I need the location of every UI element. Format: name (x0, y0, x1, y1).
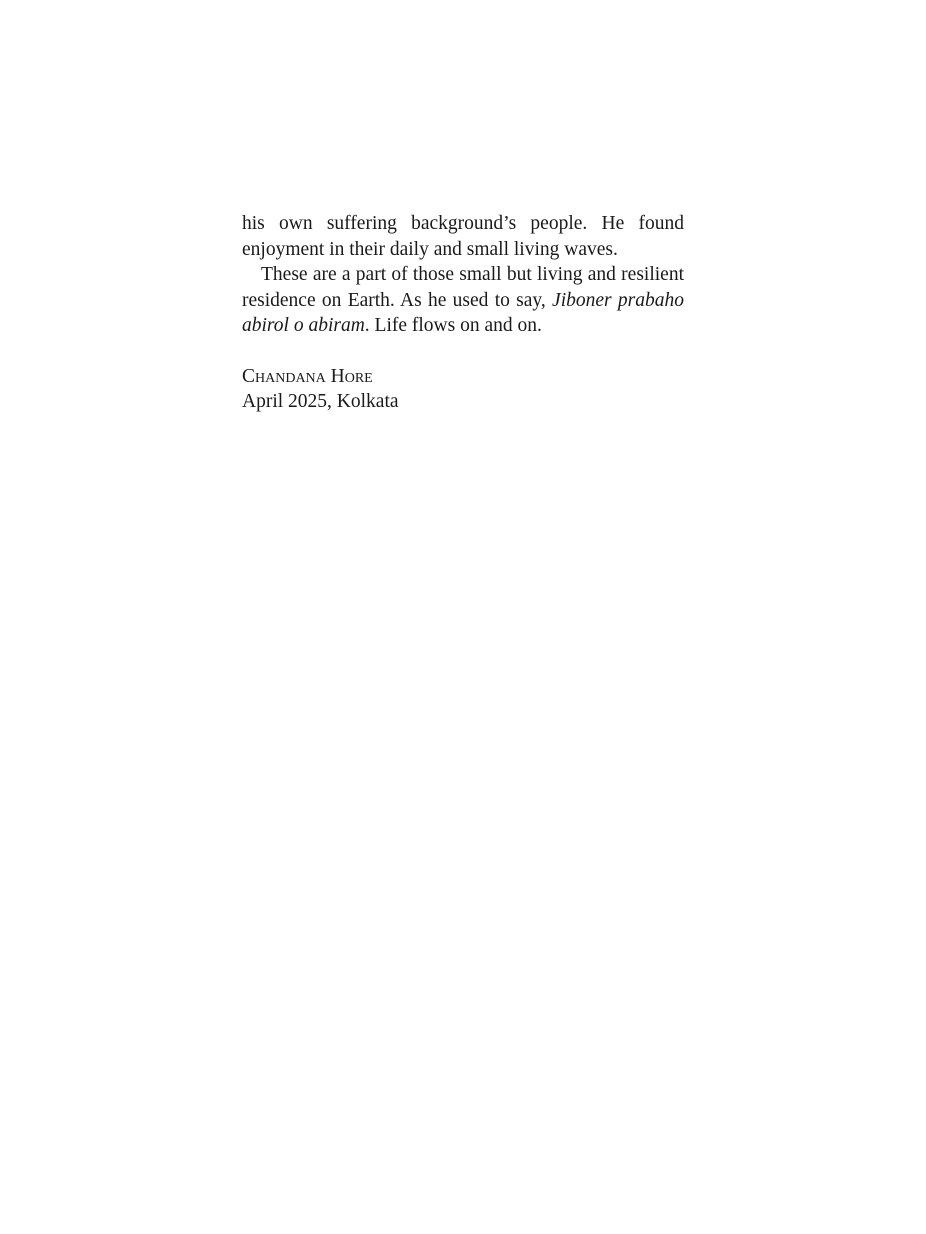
paragraph-closing-end: . Life flows on and on. (364, 315, 542, 336)
paragraph-closing (242, 262, 684, 339)
signature-block (242, 364, 684, 415)
bengali-quote-italic: Jiboner prabaho abirol o abiram (242, 289, 684, 336)
paragraph-closing-text: These are a part of those small but living and resilient residence on Earth. As he used to say, (242, 264, 684, 311)
page-text (242, 211, 684, 415)
date-place: April 2025, Kolkata (242, 391, 399, 412)
paragraph-continued: his own suffering background’s people. He found enjoyment in their daily and small living waves. (242, 213, 684, 260)
author-name: Chandana Hore (242, 365, 373, 387)
